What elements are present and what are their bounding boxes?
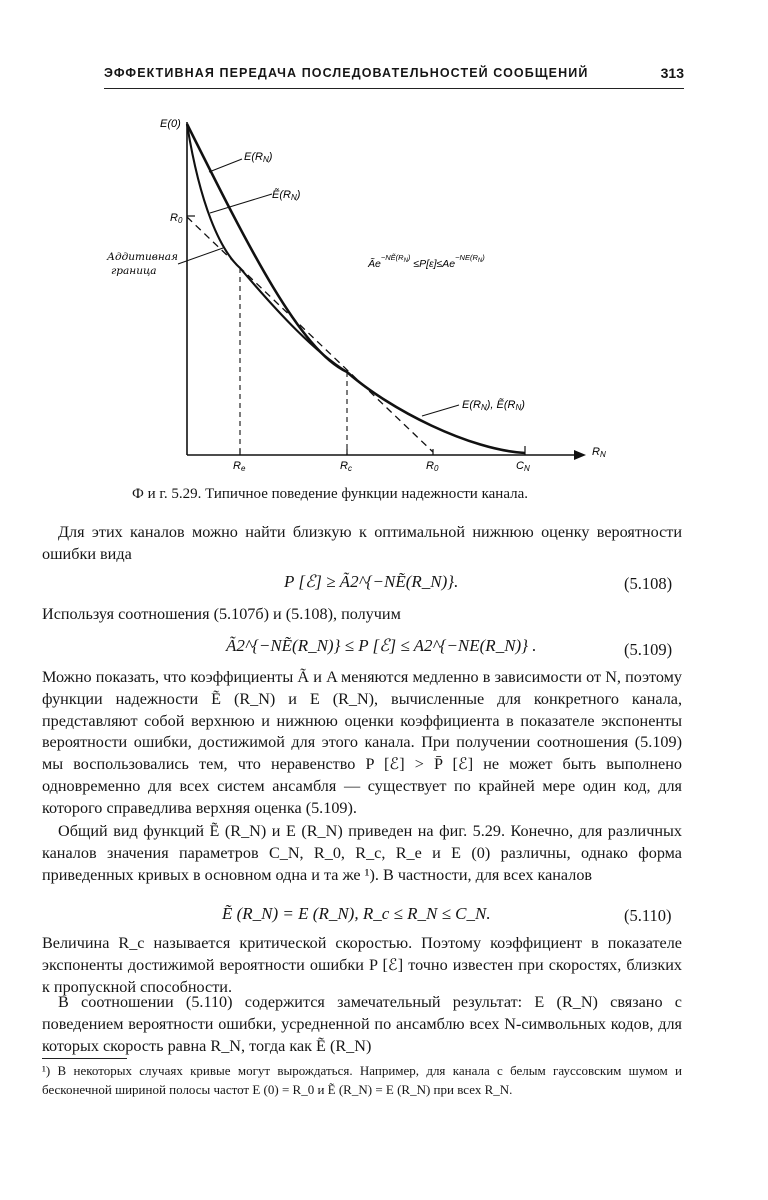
paragraph-3: Можно показать, что коэффициенты Ã и A меняются медленно в зависимости от N, поэтому функции надежности Ẽ (R_N) и E (R_N), вычисленные для конкретного канала, представляют собой верхнюю и нижнюю оценки коэффициента в показателе экспоненты вероятности ошибки, достижимой для этого канала. При получении соотношения (5.109) мы воспользовались тем, что неравенство P [ℰ] > P̄ [ℰ] не может быть выполнено одновременно для всех систем ансамбля — существует по крайней мере один код, для которого справедлива верхняя оценка (5.109). xyxy=(42,668,682,817)
equation-number-5-109: (5.109) xyxy=(624,640,673,659)
label-e-tilde: Ẽ(RN) xyxy=(272,189,301,202)
reliability-figure xyxy=(100,110,620,480)
figure-caption: Ф и г. 5.29. Типичное поведение функции надежности канала. xyxy=(132,486,529,502)
y-tick-label: R0 xyxy=(170,212,183,225)
page-number: 313 xyxy=(660,65,684,81)
paragraph-2: Используя соотношения (5.107б) и (5.108), получим xyxy=(42,605,401,623)
inequality-label: $Ãe^{-NẼ(R}N) \le P[\varepsilon]\le Ae^{-NE(R}N$) xyxy=(368,253,485,270)
header-rule xyxy=(104,88,684,89)
equation-number-5-108: (5.108) xyxy=(624,574,673,593)
pointer-e xyxy=(209,159,242,172)
additive-label-1: Аддитивная xyxy=(107,251,178,263)
equation-number-5-110: (5.110) xyxy=(624,906,672,925)
running-header xyxy=(104,66,684,86)
paragraph-4: Общий вид функций Ẽ (R_N) и E (R_N) приведен на фиг. 5.29. Конечно, для различных каналов значения параметров C_N, R_0, R_c, R_e и E (0) различны, однако форма приведенных кривых в основном одна и та же ¹). В частности, для всех каналов xyxy=(42,822,682,884)
footnote-rule xyxy=(42,1058,127,1059)
equation-5-110: Ẽ (R_N) = E (R_N), R_c ≤ R_N ≤ C_N. xyxy=(222,904,491,923)
pointer-e-tilde xyxy=(210,194,272,213)
x-axis-arrow xyxy=(574,450,586,460)
x-tick-label-rc: Rc xyxy=(340,460,352,473)
pointer-merged xyxy=(422,405,459,416)
running-title: ЭФФЕКТИВНАЯ ПЕРЕДАЧА ПОСЛЕДОВАТЕЛЬНОСТЕЙ СООБЩЕНИЙ xyxy=(104,66,589,80)
x-axis-label: RN xyxy=(592,446,606,459)
x-tick-label-re: Re xyxy=(233,460,246,473)
equation-5-108: P [ℰ] ≥ Ã2^{−NẼ(R_N)}. xyxy=(284,572,459,591)
paragraph-6: В соотношении (5.110) содержится замечательный результат: E (R_N) связано с поведением вероятности ошибки, усредненной по ансамблю всех N-символьных кодов, для которых скорость равна R_N, тогда как Ẽ (R_N) xyxy=(42,993,682,1055)
label-e: E(RN) xyxy=(244,151,273,164)
x-tick-label-r0: R0 xyxy=(426,460,439,473)
pointer-additive xyxy=(178,248,223,264)
additive-label-2: граница xyxy=(111,265,157,277)
paragraph-5: Величина R_c называется критической скоростью. Поэтому коэффициент в показателе экспоненты достижимой вероятности ошибки P [ℰ] точно известен при скоростях, близких к пропускной способности. xyxy=(42,934,682,996)
equation-5-109: Ã2^{−NẼ(R_N)} ≤ P [ℰ] ≤ A2^{−NE(R_N)} . xyxy=(226,636,537,655)
paragraph-1: Для этих каналов можно найти близкую к оптимальной нижнюю оценку вероятности ошибки вида xyxy=(42,523,682,563)
label-merged: E(RN), Ẽ(RN) xyxy=(462,399,525,412)
y-axis-label: E(0) xyxy=(160,118,181,130)
footnote: ¹) В некоторых случаях кривые могут вырождаться. Например, для канала с белым гауссовским шумом и бесконечной шириной полосы частот E (0) = R_0 и Ẽ (R_N) = E (R_N) при всех R_N. xyxy=(42,1063,682,1097)
x-tick-label-cn: CN xyxy=(516,460,530,473)
